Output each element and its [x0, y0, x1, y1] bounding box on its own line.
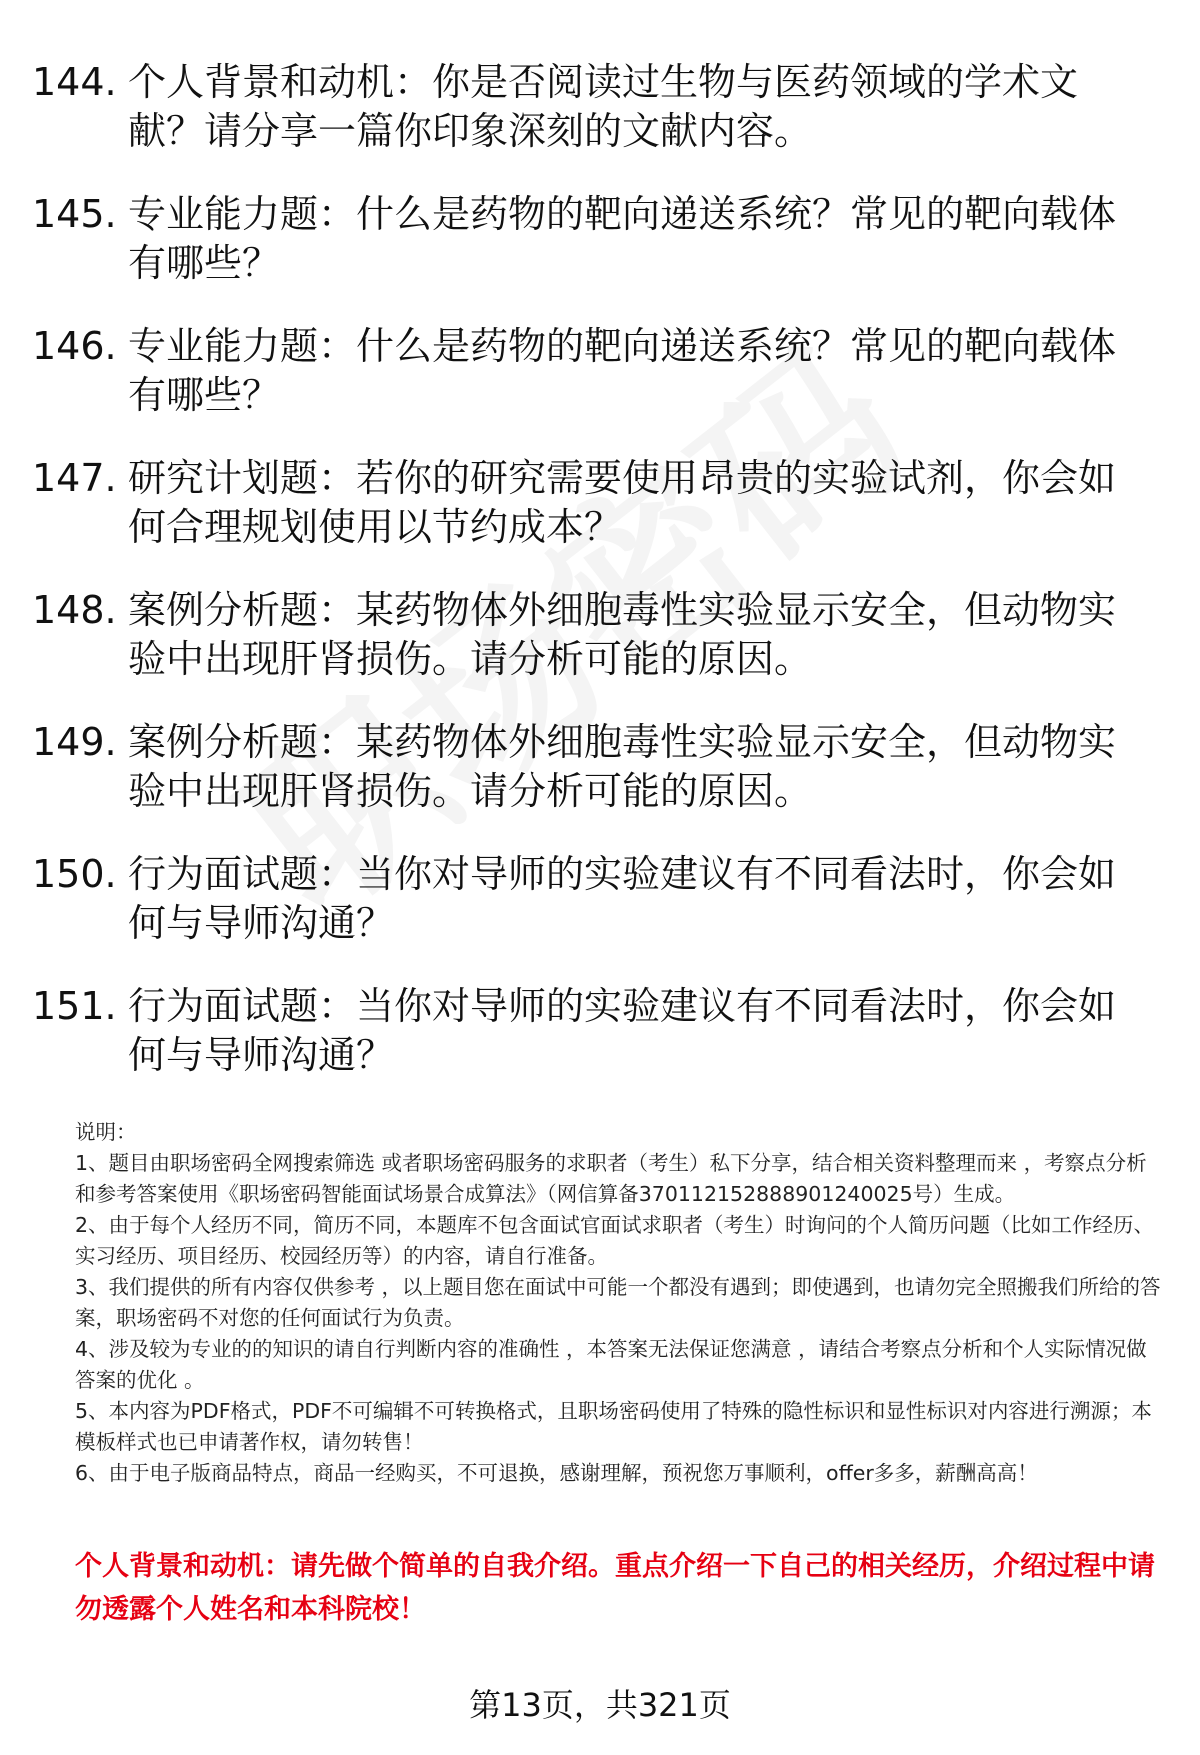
question-text: 专业能力题：什么是药物的靶向递送系统？常见的靶向载体有哪些？	[128, 192, 1117, 285]
question-text: 案例分析题：某药物体外细胞毒性实验显示安全，但动物实验中出现肝肾损伤。请分析可能的原因。	[128, 588, 1117, 681]
question-item	[32, 322, 1152, 420]
question-text: 行为面试题：当你对导师的实验建议有不同看法时，你会如何与导师沟通？	[128, 984, 1117, 1077]
page-number: 第13页，共321页	[469, 1686, 731, 1724]
highlight-question: 个人背景和动机：请先做个简单的自我介绍。重点介绍一下自己的相关经历，介绍过程中请勿透露个人姓名和本科院校！	[75, 1551, 1155, 1625]
question-number: 151.	[32, 984, 117, 1028]
note-item: 4、涉及较为专业的的知识的请自行判断内容的准确性 ，本答案无法保证您满意 ，请结合考察点分析和个人实际情况做答案的优化 。	[75, 1337, 1147, 1392]
note-item: 6、由于电子版商品特点，商品一经购买，不可退换，感谢理解，预祝您万事顺利，offer多多，薪酬高高！	[75, 1461, 1038, 1485]
question-item	[32, 718, 1152, 816]
question-number: 149.	[32, 720, 117, 764]
question-number: 150.	[32, 852, 117, 896]
note-item: 2、由于每个人经历不同，简历不同，本题库不包含面试官面试求职者（考生）时询问的个人简历问题（比如工作经历、实习经历、项目经历、校园经历等）的内容，请自行准备。	[75, 1213, 1155, 1268]
question-number: 146.	[32, 324, 117, 368]
question-number: 144.	[32, 60, 117, 104]
question-item	[32, 850, 1152, 948]
question-item	[32, 982, 1152, 1080]
question-text: 专业能力题：什么是药物的靶向递送系统？常见的靶向载体有哪些？	[128, 324, 1117, 417]
question-item	[32, 190, 1152, 288]
question-text: 研究计划题：若你的研究需要使用昂贵的实验试剂，你会如何合理规划使用以节约成本？	[128, 456, 1117, 549]
notes-section	[75, 1117, 1165, 1489]
notes-heading: 说明：	[75, 1120, 137, 1144]
note-item: 5、本内容为PDF格式，PDF不可编辑不可转换格式，且职场密码使用了特殊的隐性标识和显性标识对内容进行溯源；本模板样式也已申请著作权，请勿转售！	[75, 1399, 1152, 1454]
question-text: 行为面试题：当你对导师的实验建议有不同看法时，你会如何与导师沟通？	[128, 852, 1117, 945]
question-number: 147.	[32, 456, 117, 500]
question-item	[32, 58, 1152, 156]
note-item: 1、题目由职场密码全网搜索筛选 或者职场密码服务的求职者（考生）私下分享，结合相关资料整理而来 ，考察点分析和参考答案使用《职场密码智能面试场景合成算法》（网信算备370112152888901240025号）生成。	[75, 1151, 1147, 1206]
note-item: 3、我们提供的所有内容仅供参考 ，以上题目您在面试中可能一个都没有遇到；即使遇到，也请勿完全照搬我们所给的答案，职场密码不对您的任何面试行为负责。	[75, 1275, 1161, 1330]
question-number: 148.	[32, 588, 117, 632]
question-text: 案例分析题：某药物体外细胞毒性实验显示安全，但动物实验中出现肝肾损伤。请分析可能的原因。	[128, 720, 1117, 813]
question-text: 个人背景和动机：你是否阅读过生物与医药领域的学术文献？请分享一篇你印象深刻的文献内容。	[128, 60, 1079, 153]
question-item	[32, 454, 1152, 552]
question-item	[32, 586, 1152, 684]
question-list	[32, 58, 1152, 1114]
question-number: 145.	[32, 192, 117, 236]
